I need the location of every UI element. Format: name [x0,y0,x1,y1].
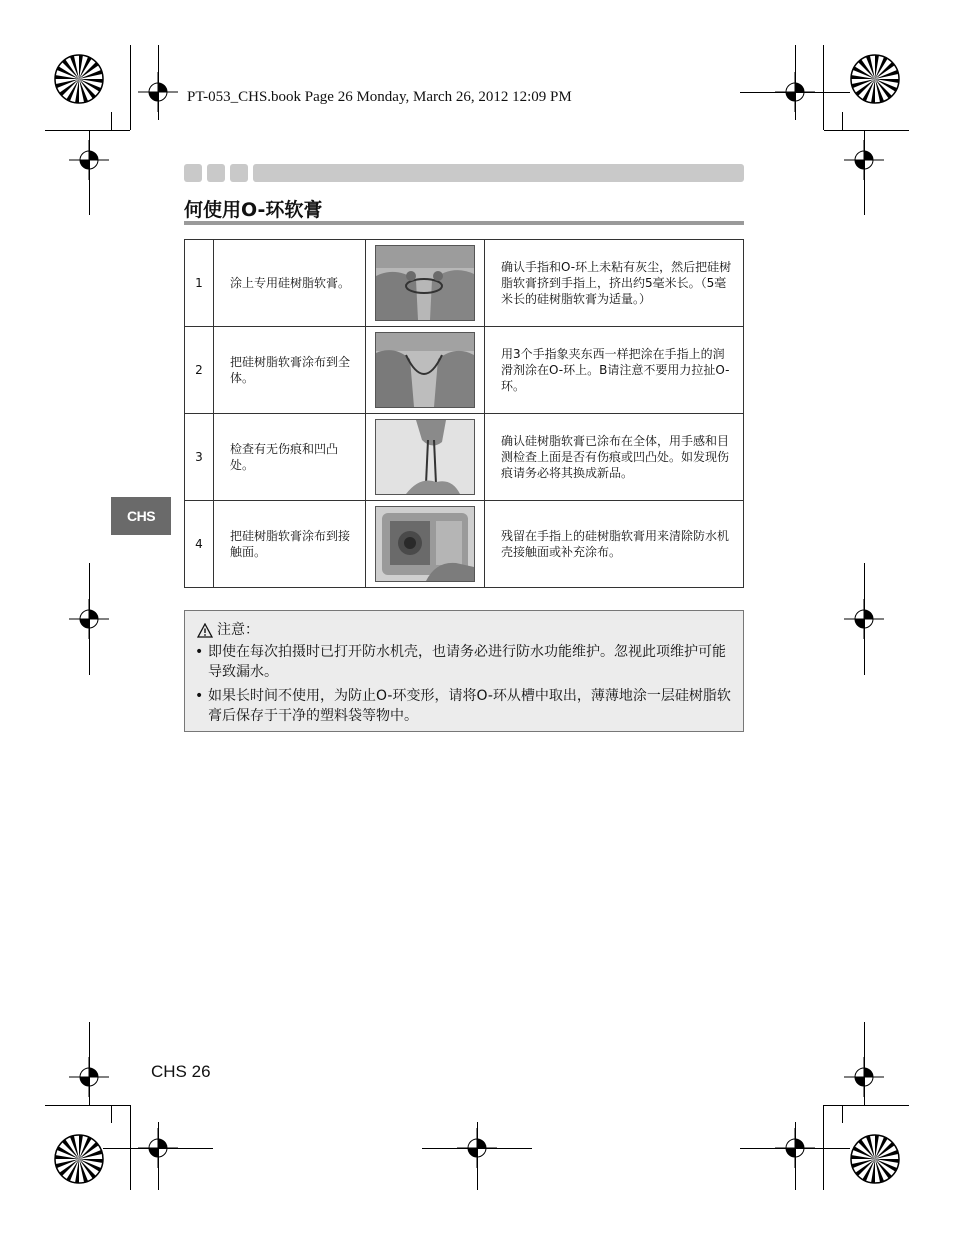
section-title: 何使用O-环软膏 [184,199,323,221]
caution-heading [197,620,733,640]
step-number: 2 [185,327,214,414]
step-note: 用3个手指象夹东西一样把涂在手指上的润滑剂涂在O-环上。B请注意不要用力拉扯O-环。 [485,327,744,414]
step-action: 检查有无伤痕和凹凸处。 [214,414,366,501]
step-number: 3 [185,414,214,501]
table-row [185,414,744,501]
table-row [185,240,744,327]
step-note: 确认硅树脂软膏已涂布在全体，用手感和目测检查上面是否有伤痕或凹凸处。如发现伤痕请务必将其换成新品。 [485,414,744,501]
warning-triangle-icon [197,623,213,638]
hands-oring-photo [375,245,475,321]
step-note: 残留在手指上的硅树脂软膏用来清除防水机壳接触面或补充涂布。 [485,501,744,588]
language-side-tab: CHS [111,497,171,535]
step-action: 把硅树脂软膏涂布到全体。 [214,327,366,414]
caution-box [184,610,744,732]
steps-table [184,239,744,588]
star-rosette-icon [849,53,901,105]
hands-spreading-photo [375,332,475,408]
step-photo [366,327,485,414]
table-row [185,327,744,414]
title-rule [184,221,744,225]
step-photo [366,501,485,588]
page-number: CHS 26 [151,1062,211,1081]
star-rosette-icon [53,1133,105,1185]
book-header-line: PT-053_CHS.book Page 26 Monday, March 26, 2012 12:09 PM [187,89,572,105]
step-photo [366,240,485,327]
step-number: 4 [185,501,214,588]
caution-list [195,642,733,726]
step-photo [366,414,485,501]
star-rosette-icon [53,53,105,105]
inspecting-oring-photo [375,419,475,495]
housing-contact-photo [375,506,475,582]
step-action: 涂上专用硅树脂软膏。 [214,240,366,327]
caution-item: • 如果长时间不使用，为防止O-环变形，请将O-环从槽中取出，薄薄地涂一层硅树脂软膏后保存于干净的塑料袋等物中。 [195,686,733,726]
caution-heading-text: 注意： [217,622,259,638]
table-row [185,501,744,588]
step-action: 把硅树脂软膏涂布到接触面。 [214,501,366,588]
step-number: 1 [185,240,214,327]
star-rosette-icon [849,1133,901,1185]
step-note: 确认手指和O-环上未粘有灰尘，然后把硅树脂软膏挤到手指上，挤出约5毫米长。（5毫米长的硅树脂软膏为适量。） [485,240,744,327]
caution-item: • 即使在每次拍摄时已打开防水机壳，也请务必进行防水功能维护。忽视此项维护可能导致漏水。 [195,642,733,682]
